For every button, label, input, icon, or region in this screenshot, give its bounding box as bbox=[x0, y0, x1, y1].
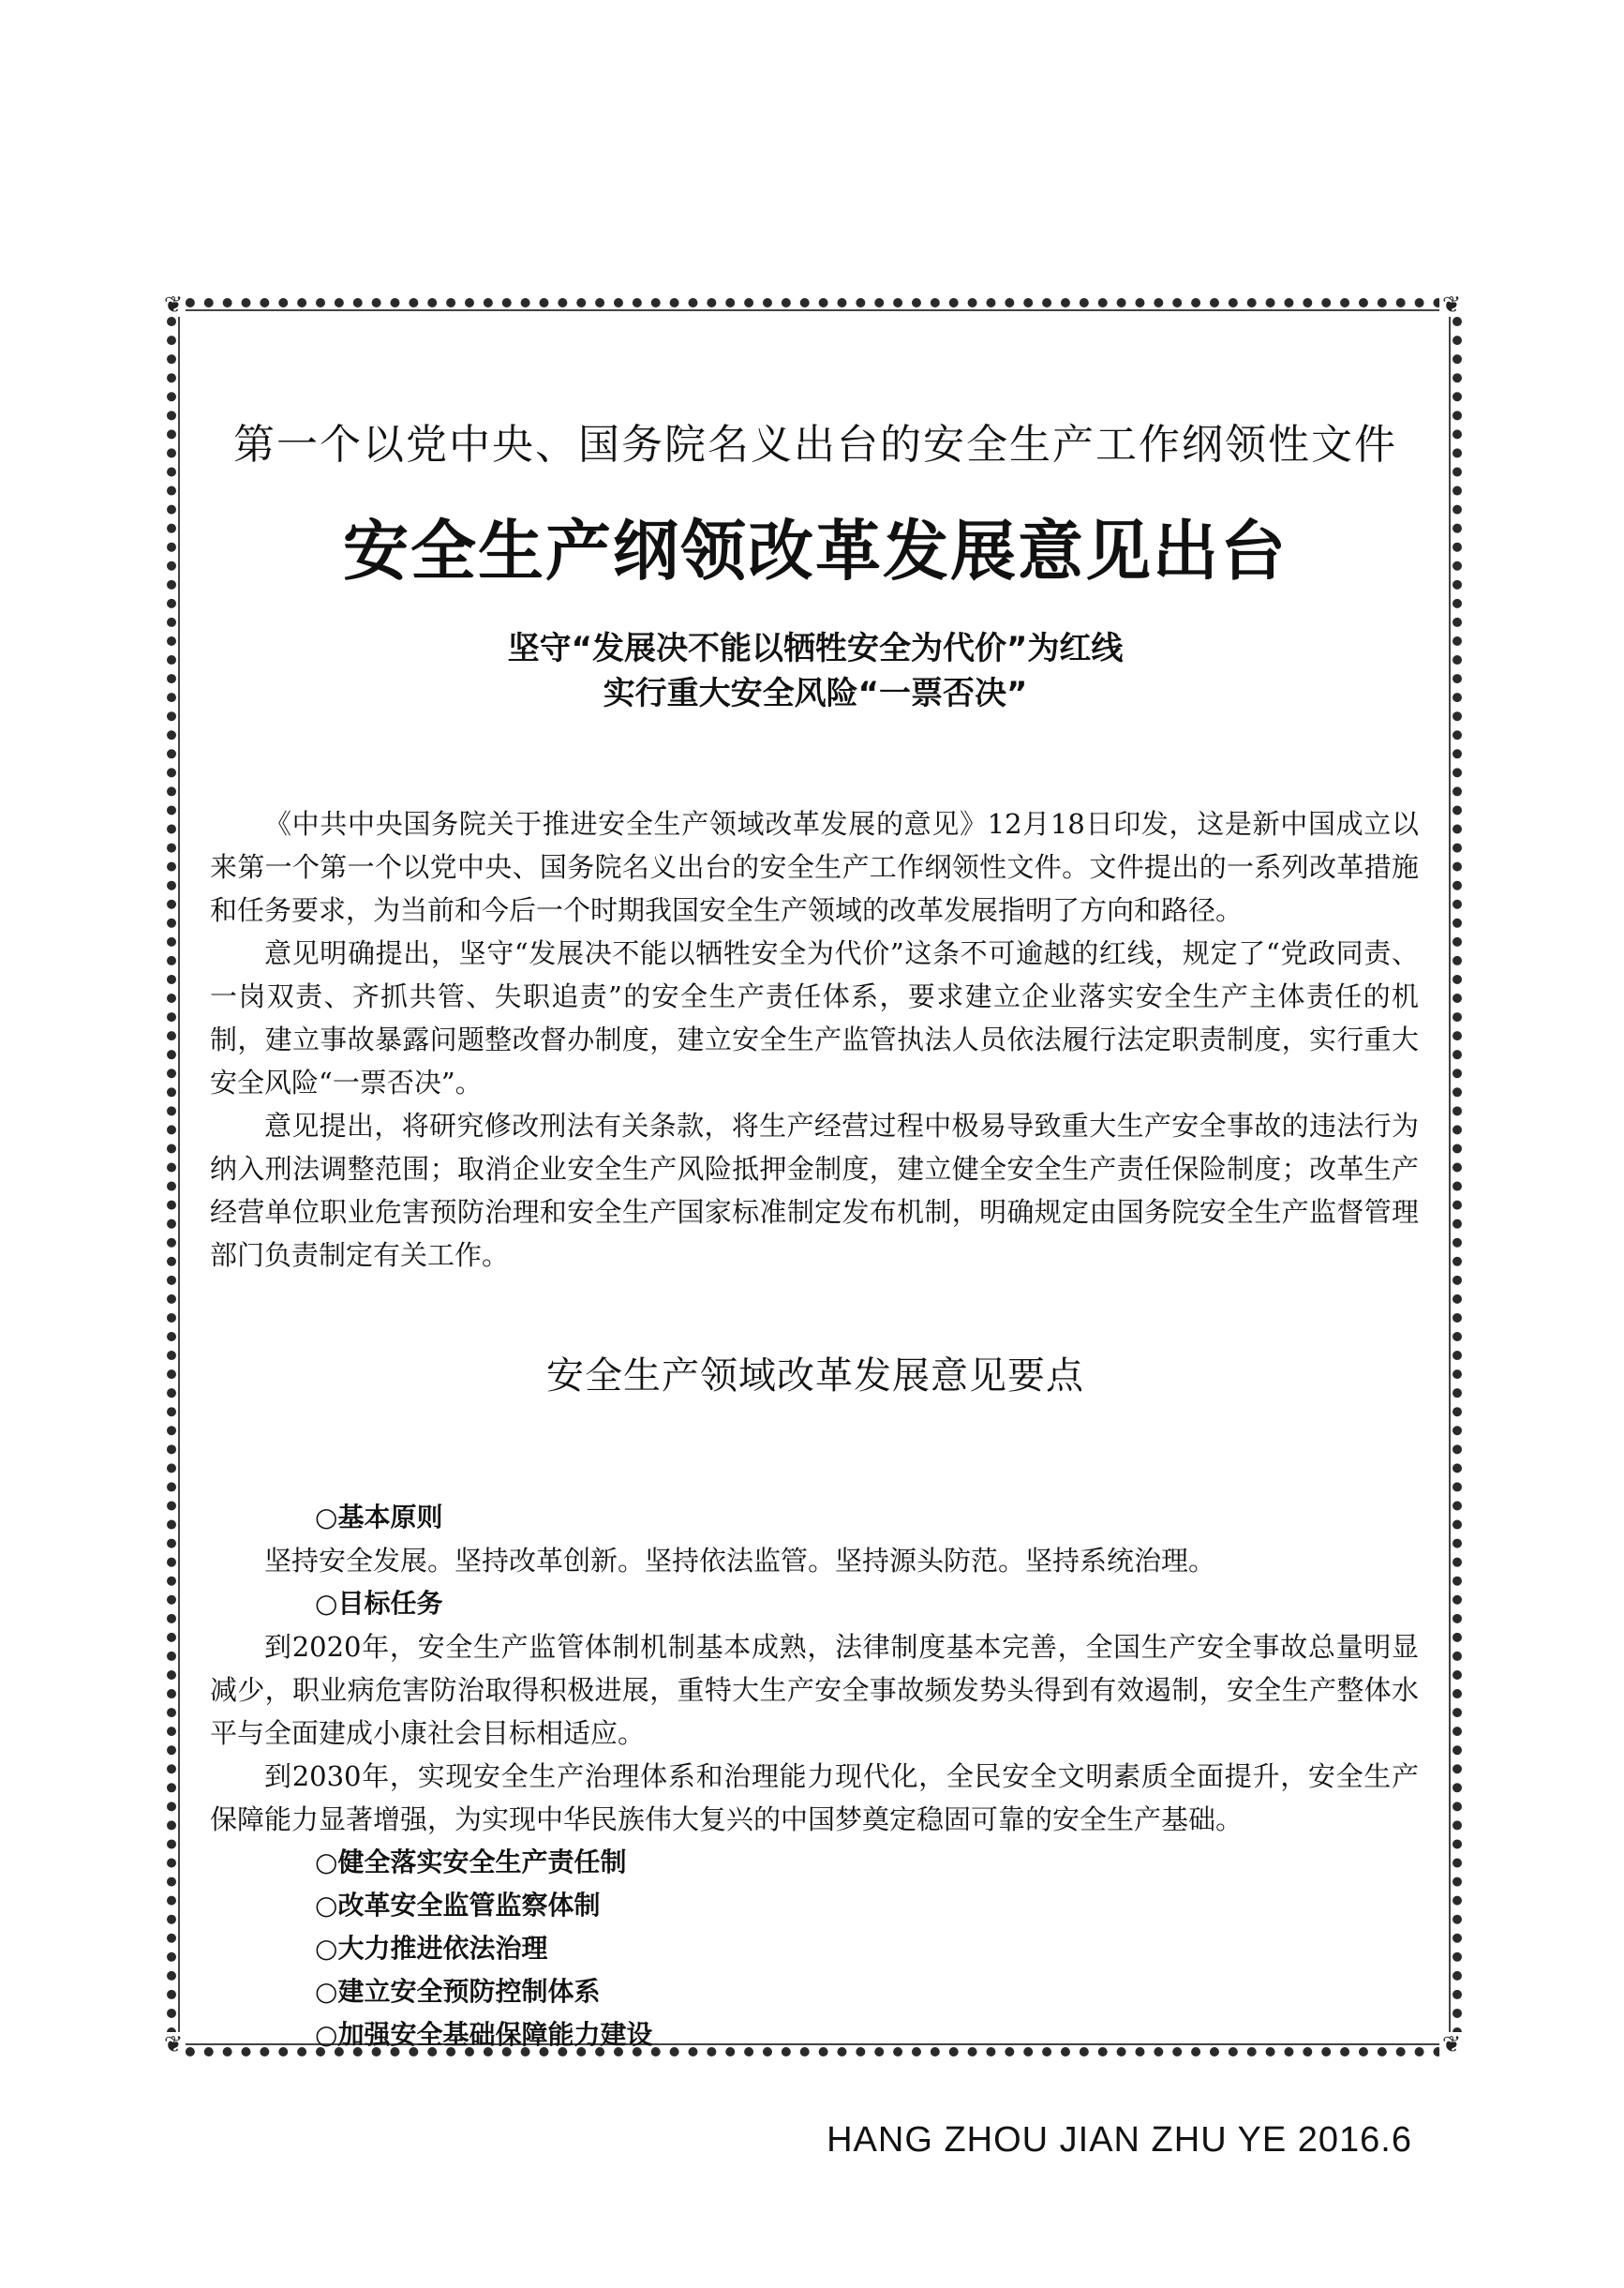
circle-bullet-icon: ○ bbox=[315, 2019, 338, 2050]
intro-text bbox=[210, 802, 1419, 1277]
circle-bullet-icon: ○ bbox=[315, 1976, 338, 2007]
page-title: 安全生产纲领改革发展意见出台 bbox=[343, 513, 1288, 590]
subheadline-2: 实行重大安全风险“一票否决” bbox=[603, 675, 1028, 712]
subheadline-1: 坚守“发展决不能以牺牲安全为代价”为红线 bbox=[507, 630, 1124, 667]
circle-bullet-icon: ○ bbox=[315, 1847, 338, 1877]
corner-ornament-icon: ❦ bbox=[1439, 292, 1464, 317]
point-heading: ○建立安全预防控制体系 bbox=[210, 1970, 1419, 2013]
point-heading: ○基本原则 bbox=[210, 1496, 1419, 1539]
circle-bullet-icon: ○ bbox=[315, 1890, 338, 1921]
page-footer: HANG ZHOU JIAN ZHU YE 2016.6 bbox=[827, 2120, 1412, 2160]
intro-paragraph: 意见明确提出，坚守“发展决不能以牺牲安全为代价”这条不可逾越的红线，规定了“党政同责、一岗双责、齐抓共管、失职追责”的安全生产责任体系，要求建立企业落实安全生产主体责任的机制，建立事故暴露问题整改督办制度，建立安全生产监管执法人员依法履行法定职责制度，实行重大安全风险“一票否决”。 bbox=[210, 937, 1419, 1099]
point-heading: ○健全落实安全生产责任制 bbox=[210, 1841, 1419, 1884]
point-paragraph: 坚持安全发展。坚持改革创新。坚持依法监管。坚持源头防范。坚持系统治理。 bbox=[264, 1545, 1216, 1577]
point-heading: ○大力推进依法治理 bbox=[210, 1927, 1419, 1970]
point-heading: ○改革安全监管监察体制 bbox=[210, 1884, 1419, 1927]
circle-bullet-icon: ○ bbox=[315, 1502, 338, 1533]
corner-ornament-icon: ❦ bbox=[1439, 2032, 1464, 2056]
point-paragraph: 到2020年，安全生产监管体制机制基本成熟，法律制度基本完善，全国生产安全事故总量明显减少，职业病危害防治取得积极进展，重特大生产安全事故频发势头得到有效遏制，安全生产整体水平与全面建成小康社会目标相适应。 bbox=[210, 1631, 1419, 1749]
key-points bbox=[210, 1496, 1419, 2056]
circle-bullet-icon: ○ bbox=[315, 1588, 338, 1619]
intro-paragraph: 《中共中央国务院关于推进安全生产领域改革发展的意见》12月18日印发，这是新中国成立以来第一个第一个以党中央、国务院名义出台的安全生产工作纲领性文件。文件提出的一系列改革措施和任务要求，为当前和今后一个时期我国安全生产领域的改革发展指明了方向和路径。 bbox=[210, 808, 1419, 926]
intro-paragraph: 意见提出，将研究修改刑法有关条款，将生产经营过程中极易导致重大生产安全事故的违法行为纳入刑法调整范围；取消企业安全生产风险抵押金制度，建立健全安全生产责任保险制度；改革生产经营单位职业危害预防治理和安全生产国家标准制定发布机制，明确规定由国务院安全生产监督管理部门负责制定有关工作。 bbox=[210, 1110, 1419, 1271]
point-paragraph: 到2030年，实现安全生产治理体系和治理能力现代化，全民安全文明素质全面提升，安全生产保障能力显著增强，为实现中华民族伟大复兴的中国梦奠定稳固可靠的安全生产基础。 bbox=[210, 1760, 1419, 1835]
corner-ornament-icon: ❦ bbox=[161, 2032, 186, 2056]
corner-ornament-icon: ❦ bbox=[161, 292, 186, 317]
point-heading: ○目标任务 bbox=[210, 1582, 1419, 1625]
kicker-line: 第一个以党中央、国务院名义出台的安全生产工作纲领性文件 bbox=[233, 421, 1397, 469]
point-heading: ○加强安全基础保障能力建设 bbox=[210, 2013, 1419, 2056]
circle-bullet-icon: ○ bbox=[315, 1933, 338, 1964]
section-title: 安全生产领域改革发展意见要点 bbox=[546, 1354, 1084, 1398]
